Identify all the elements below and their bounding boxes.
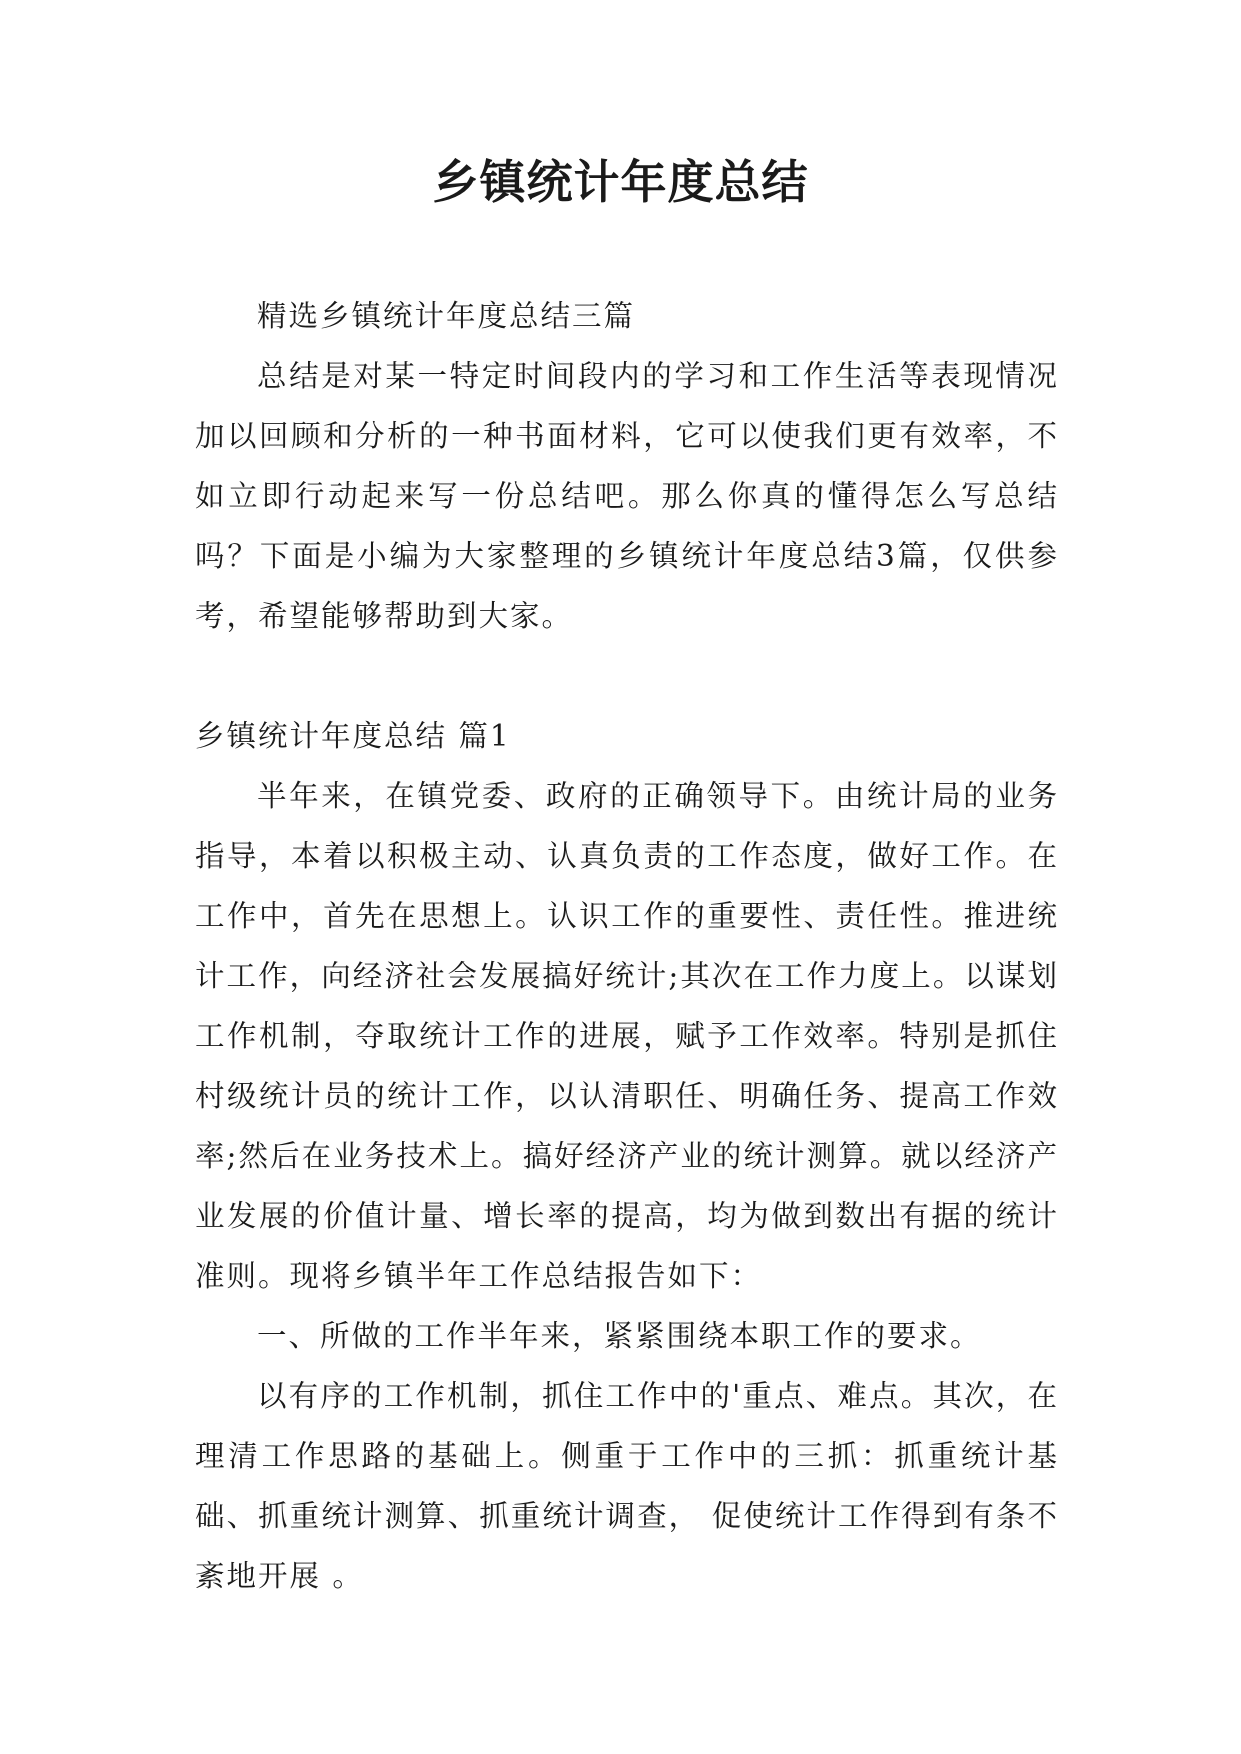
section-paragraph-2: 一、所做的工作半年来，紧紧围绕本职工作的要求。 <box>257 1319 982 1353</box>
section-heading: 乡镇统计年度总结 篇1 <box>195 719 511 753</box>
document-body <box>195 286 1059 1606</box>
spacer <box>195 646 1059 706</box>
section-paragraph-1: 半年来，在镇党委、政府的正确领导下。由统计局的业务指导，本着以积极主动、认真负责的工作态度，做好工作。在工作中，首先在思想上。认识工作的重要性、责任性。推进统计工作，向经济社会发展搞好统计;其次在工作力度上。以谋划工作机制，夺取统计工作的进展，赋予工作效率。特别是抓住村级统计员的统计工作，以认清职任、明确任务、提高工作效率;然后在业务技术上。搞好经济产业的统计测算。就以经济产业发展的价值计量、增长率的提高，均为做到数出有据的统计准则。现将乡镇半年工作总结报告如下： <box>195 779 1059 1293</box>
section-paragraph-3: 以有序的工作机制，抓住工作中的'重点、难点。其次，在理清工作思路的基础上。侧重于工作中的三抓：抓重统计基础、抓重统计测算、抓重统计调查， 促使统计工作得到有条不紊地开展 。 <box>195 1379 1059 1593</box>
intro-paragraph: 总结是对某一特定时间段内的学习和工作生活等表现情况加以回顾和分析的一种书面材料，它可以使我们更有效率，不如立即行动起来写一份总结吧。那么你真的懂得怎么写总结吗？下面是小编为大家整理的乡镇统计年度总结3篇，仅供参考，希望能够帮助到大家。 <box>195 359 1059 633</box>
document-title: 乡镇统计年度总结 <box>432 155 809 209</box>
subtitle: 精选乡镇统计年度总结三篇 <box>257 299 636 333</box>
